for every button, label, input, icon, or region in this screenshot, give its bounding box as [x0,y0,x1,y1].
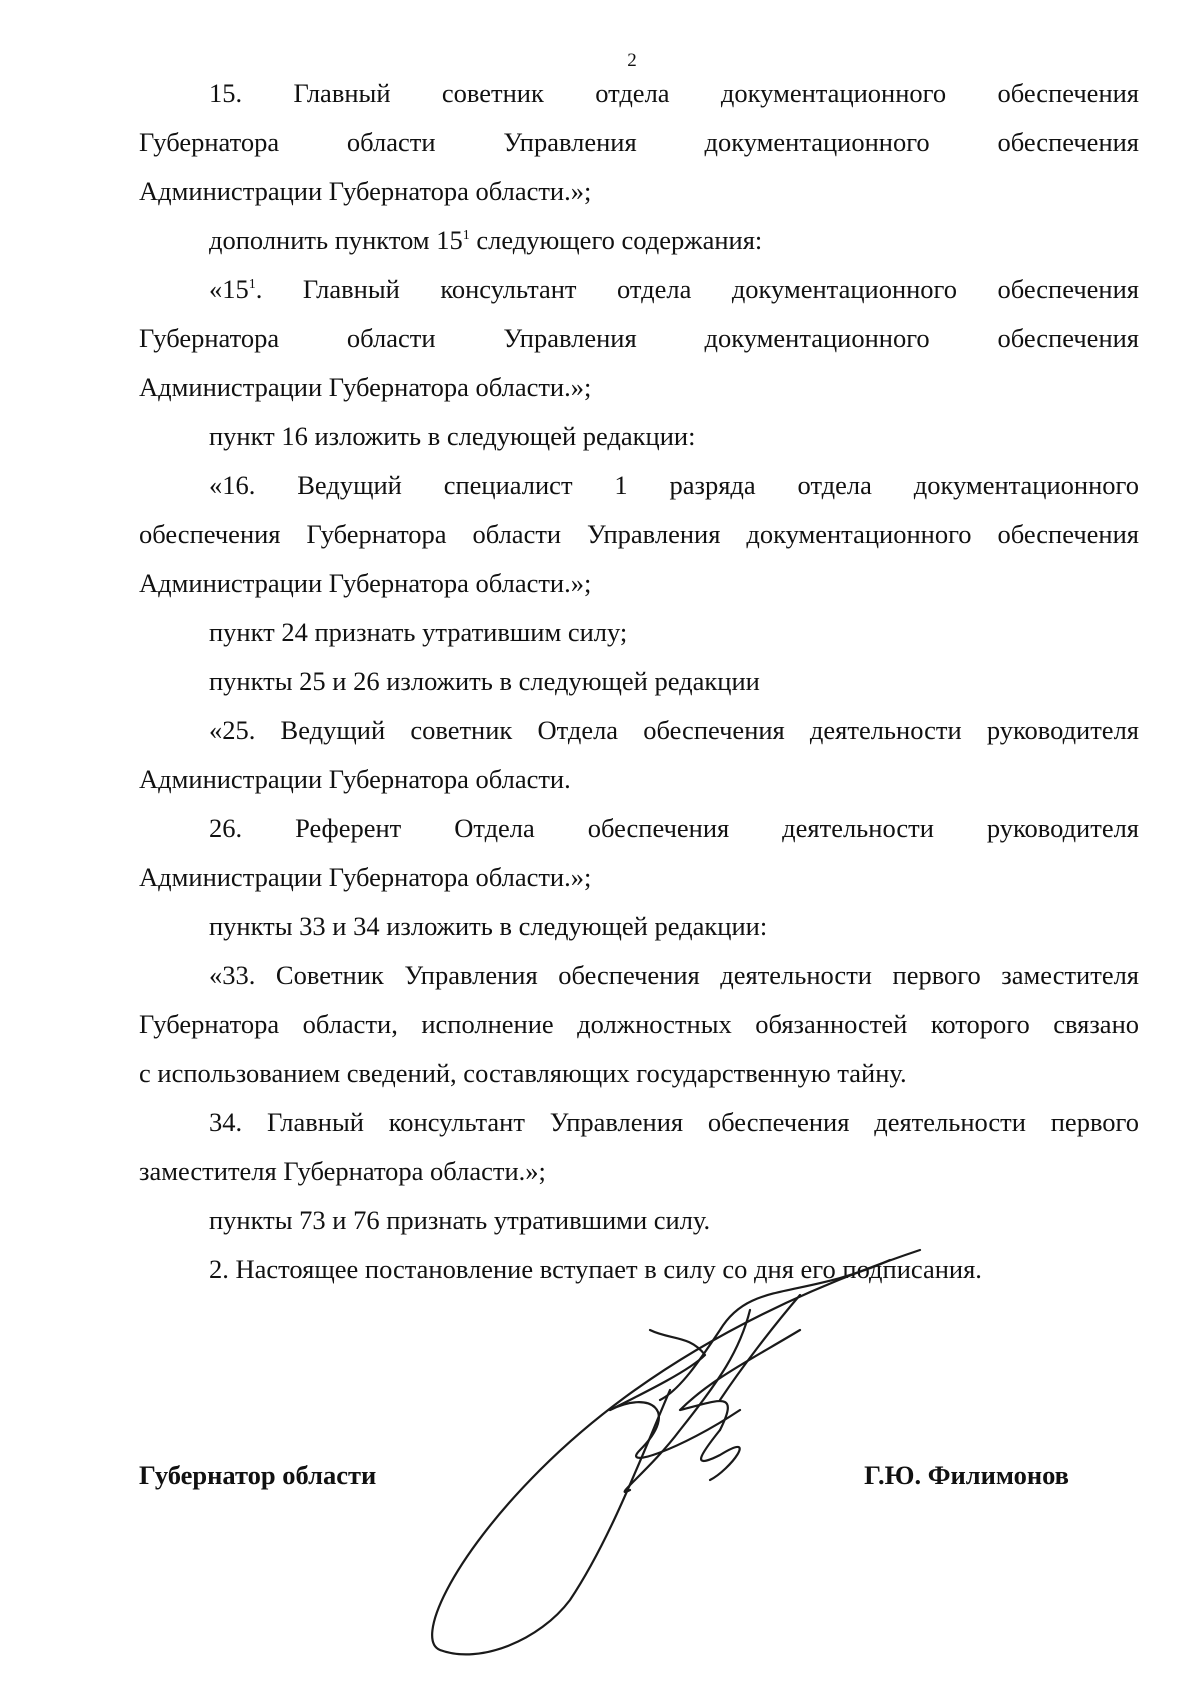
text-line: пункты 25 и 26 изложить в следующей редакции [209,666,760,696]
text-line: Администрации Губернатора области.»; [139,568,592,598]
text-line: «25. Ведущий советник Отдела обеспечения деятельности руководителя [209,715,1139,745]
paragraph [139,804,1139,902]
text-line: пункты 33 и 34 изложить в следующей редакции: [209,911,768,941]
text-line: пункт 24 признать утратившим силу; [209,617,628,647]
text-line: 2. Настоящее постановление вступает в силу со дня его подписания. [209,1254,982,1284]
text-line: пункты 73 и 76 признать утратившими силу. [209,1205,711,1235]
text-line: 15. Главный советник отдела документационного обеспечения [209,78,1139,108]
text-line: Губернатора области, исполнение должностных обязанностей которого связано [139,1009,1139,1039]
signatory-name: Г.Ю. Филимонов [864,1460,1069,1490]
text-line: Губернатора области Управления документационного обеспечения [139,323,1139,353]
text-line: заместителя Губернатора области.»; [139,1156,546,1186]
text-line: Администрации Губернатора области.»; [139,372,592,402]
text-line [139,265,1139,314]
text-fragment: «15 [209,274,249,304]
text-line: 26. Референт Отдела обеспечения деятельности руководителя [209,813,1139,843]
text-line: Администрации Губернатора области.»; [139,176,592,206]
superscript: 1 [462,228,470,243]
paragraph [139,706,1139,804]
superscript: 1 [248,277,256,292]
text-fragment: дополнить пунктом 15 [209,225,463,255]
paragraph [139,1196,1139,1245]
paragraph [139,657,1139,706]
paragraph [139,265,1139,412]
signatory-title: Губернатор области [139,1460,377,1490]
text-line: обеспечения Губернатора области Управления документационного обеспечения [139,519,1139,549]
text-line: «33. Советник Управления обеспечения деятельности первого заместителя [209,960,1139,990]
text-line: Губернатора области Управления документационного обеспечения [139,127,1139,157]
paragraph [139,1245,1139,1294]
paragraph [139,1098,1139,1196]
paragraph [139,412,1139,461]
document-body [139,69,1139,1294]
text-line: «16. Ведущий специалист 1 разряда отдела документационного [209,470,1139,500]
text-fragment: следующего содержания: [469,225,763,255]
text-line: с использованием сведений, составляющих государственную тайну. [139,1058,907,1088]
text-line: 34. Главный консультант Управления обеспечения деятельности первого [209,1107,1139,1137]
paragraph [139,461,1139,608]
paragraph [139,902,1139,951]
paragraph [139,951,1139,1098]
paragraph [139,608,1139,657]
paragraph [139,69,1139,216]
text-line: Администрации Губернатора области. [139,764,571,794]
text-fragment: . Главный консультант отдела документационного обеспечения [255,274,1139,304]
text-line: пункт 16 изложить в следующей редакции: [209,421,696,451]
text-line: Администрации Губернатора области.»; [139,862,592,892]
page-number: 2 [627,50,637,71]
text-line [139,216,1139,265]
paragraph [139,216,1139,265]
